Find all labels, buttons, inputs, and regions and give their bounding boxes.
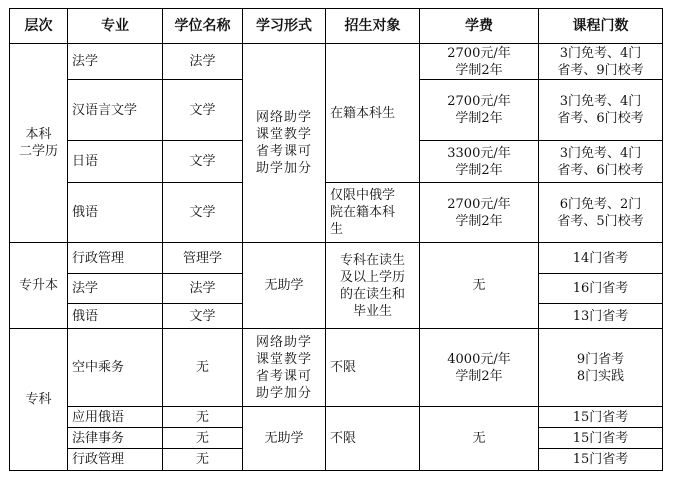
major-cell: 行政管理	[68, 449, 163, 471]
fee-cell-upgrade: 无	[420, 243, 539, 329]
degree-cell: 无	[163, 449, 243, 471]
courses-cell: 6门免考、2门 省考、5门校考	[539, 183, 663, 243]
degree-cell: 管理学	[163, 243, 243, 274]
fee-cell: 2700元/年 学制2年	[420, 183, 539, 243]
degree-cell: 文学	[163, 183, 243, 243]
major-cell: 汉语言文学	[68, 80, 163, 141]
courses-cell: 16门省考	[539, 274, 663, 304]
degree-cell: 文学	[163, 304, 243, 329]
degree-cell: 无	[163, 407, 243, 428]
table-row	[10, 329, 663, 407]
courses-cell: 3门免考、4门 省考、6门校考	[539, 141, 663, 183]
study-mode-cell-upgrade: 无助学	[243, 243, 326, 329]
courses-cell: 15门省考	[539, 428, 663, 449]
target-cell-college-b: 不限	[326, 407, 420, 471]
target-cell-undergrad-a: 在籍本科生	[326, 44, 420, 183]
table-row	[10, 407, 663, 428]
fee-cell: 2700元/年 学制2年	[420, 80, 539, 141]
level-cell-undergrad: 本科 二学历	[10, 44, 68, 243]
program-table	[9, 8, 663, 471]
courses-cell: 3门免考、4门 省考、9门校考	[539, 44, 663, 80]
study-mode-cell-college-a: 网络助学 课堂教学 省考课可 助学加分	[243, 329, 326, 407]
major-cell: 俄语	[68, 183, 163, 243]
target-cell-upgrade: 专科在读生 及以上学历 的在读生和 毕业生	[326, 243, 420, 329]
header-degree: 学位名称	[163, 9, 243, 44]
header-fee: 学费	[420, 9, 539, 44]
target-cell-undergrad-b: 仅限中俄学 院在籍本科 生	[326, 183, 420, 243]
table-row	[10, 44, 663, 80]
degree-cell: 无	[163, 329, 243, 407]
target-cell-college-a: 不限	[326, 329, 420, 407]
courses-cell: 15门省考	[539, 407, 663, 428]
major-cell: 法学	[68, 274, 163, 304]
table-row	[10, 243, 663, 274]
courses-cell: 13门省考	[539, 304, 663, 329]
fee-cell: 2700元/年 学制2年	[420, 44, 539, 80]
degree-cell: 法学	[163, 274, 243, 304]
fee-cell-college-b: 无	[420, 407, 539, 471]
major-cell: 法律事务	[68, 428, 163, 449]
study-mode-cell-college-b: 无助学	[243, 407, 326, 471]
degree-cell: 文学	[163, 80, 243, 141]
level-cell-college: 专科	[10, 329, 68, 471]
header-courses: 课程门数	[539, 9, 663, 44]
courses-cell: 14门省考	[539, 243, 663, 274]
major-cell: 法学	[68, 44, 163, 80]
degree-cell: 法学	[163, 44, 243, 80]
courses-cell: 3门免考、4门 省考、6门校考	[539, 80, 663, 141]
fee-cell-college-a: 4000元/年 学制2年	[420, 329, 539, 407]
degree-cell: 文学	[163, 141, 243, 183]
degree-cell: 无	[163, 428, 243, 449]
header-study-mode: 学习形式	[243, 9, 326, 44]
study-mode-cell-undergrad: 网络助学 课堂教学 省考课可 助学加分	[243, 44, 326, 243]
major-cell: 应用俄语	[68, 407, 163, 428]
courses-cell: 15门省考	[539, 449, 663, 471]
major-cell: 日语	[68, 141, 163, 183]
major-cell: 空中乘务	[68, 329, 163, 407]
courses-cell: 9门省考 8门实践	[539, 329, 663, 407]
header-target: 招生对象	[326, 9, 420, 44]
header-level: 层次	[10, 9, 68, 44]
fee-cell: 3300元/年 学制2年	[420, 141, 539, 183]
level-cell-upgrade: 专升本	[10, 243, 68, 329]
major-cell: 行政管理	[68, 243, 163, 274]
header-row	[10, 9, 663, 44]
major-cell: 俄语	[68, 304, 163, 329]
header-major: 专业	[68, 9, 163, 44]
table-row	[10, 183, 663, 243]
